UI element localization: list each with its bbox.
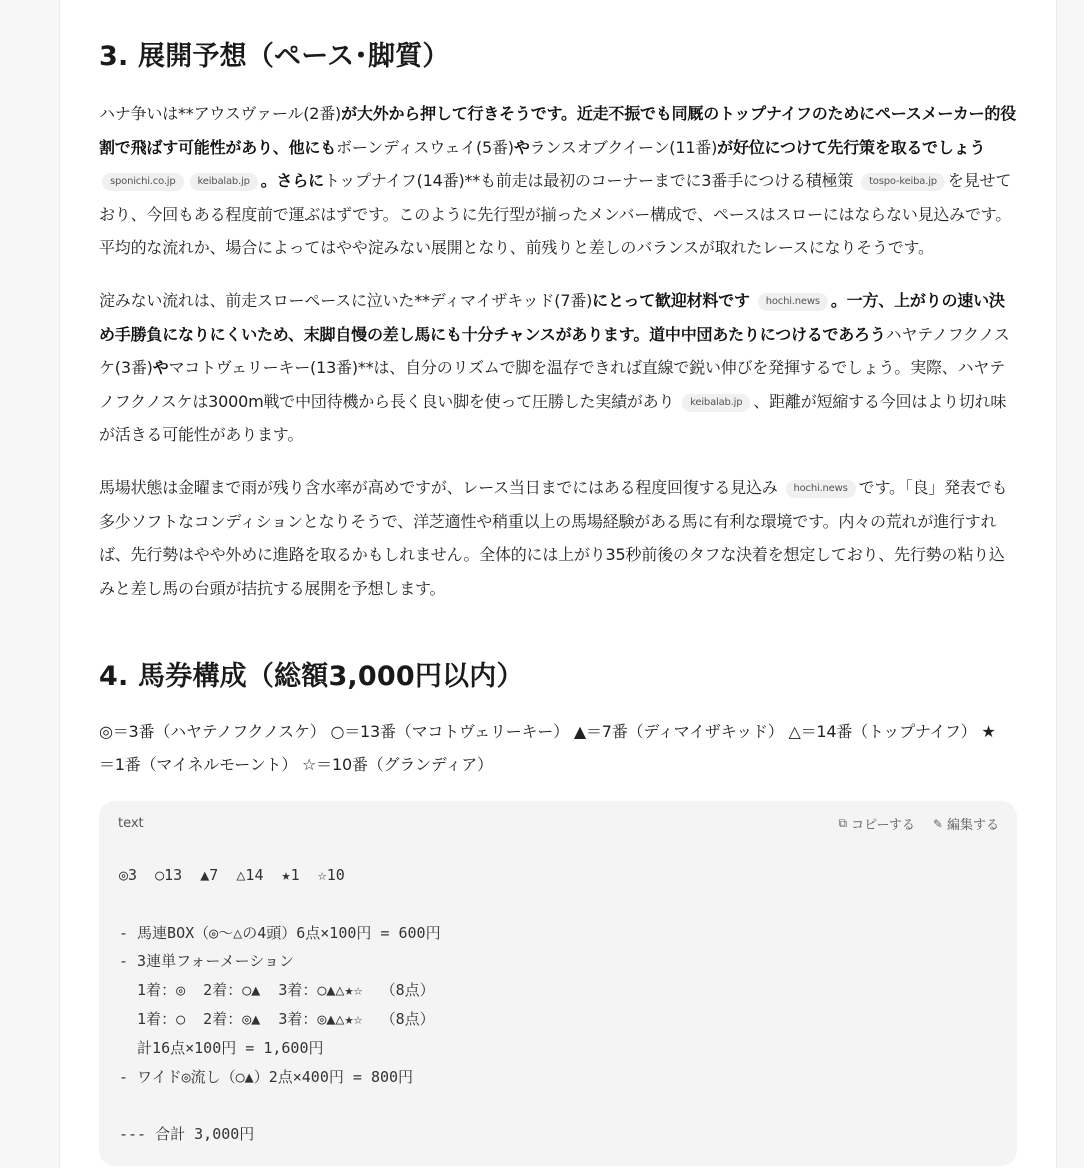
bold-text: にとって歓迎材料です: [592, 291, 750, 310]
source-chip[interactable]: sponichi.co.jp: [102, 173, 184, 191]
paragraph-track: [99, 471, 1019, 605]
text: ランスオブクイーン(11番): [529, 137, 718, 157]
source-chip[interactable]: hochi.news: [786, 480, 856, 498]
code-line: 1着：○ 2着：◎▲ 3着：◎▲△★☆ （8点）: [119, 1009, 435, 1028]
code-actions: [839, 814, 1000, 833]
bold-text: や: [513, 137, 530, 157]
edit-button[interactable]: [933, 814, 999, 833]
bold-text: 。さらに: [260, 171, 324, 190]
text: マコトヴェリーキー(13番)**は、自分のリズムで脚を温存できれば直線で鋭い伸びを発揮するでしょう。実際、ハヤテノフクノスケは3000m戦で中団待機から長く良い脚を使って圧勝した実績があり: [99, 358, 1006, 411]
chat-page: [60, 0, 1056, 1168]
source-chip[interactable]: keibalab.jp: [190, 173, 258, 191]
code-content: [119, 861, 441, 1149]
text: 馬場状態は金曜まで雨が残り含水率が高めですが、レース当日までにはある程度回復する見込み: [99, 478, 778, 497]
bold-text: 。一方、上がりの速い決め手勝負になりにくいため、末脚自慢の差し馬にも十分チャンスがあります。道中中団あたりにつけるであろう: [99, 291, 1005, 344]
text: です。「良」発表でも多少ソフトなコンディションとなりそうで、洋芝適性や稍重以上の馬場経験がある馬に有利な環境です。内々の荒れが進行すれば、先行勢はやや外めに進路を取るかもしれません。全体的には上がり35秒前後のタフな決着を想定しており、先行勢の粘り込みと差し馬の台頭が拮抗する展開を予想します。: [99, 478, 1008, 598]
source-chip[interactable]: keibalab.jp: [682, 394, 750, 412]
text: トップナイフ(14番)**も前走は最初のコーナーまでに3番手につける積極策: [323, 171, 854, 190]
bold-text: が好位につけて先行策を取るでしょう: [717, 137, 986, 157]
source-chip[interactable]: tospo-keiba.jp: [861, 173, 945, 191]
edit-label: 編集する: [946, 818, 999, 833]
code-line: - ワイド◎流し（○▲）2点×400円 = 800円: [119, 1067, 414, 1086]
section-4-title: 4. 馬券構成（総額3,000円以内）: [99, 661, 524, 692]
text: を見せており、今回もある程度前で運ぶはずです。このように先行型が揃ったメンバー構成で、ペースはスローにはならない見込みです。平均的な流れか、場合によってはやや淀みない展開となり、前残りと差しのバランスが取れたレースになりそうです。: [99, 171, 1012, 257]
code-block: [99, 801, 1017, 1166]
text: 、距離が短縮する今回はより切れ味が活きる可能性があります。: [99, 391, 1007, 444]
paragraph-pace: [99, 97, 1019, 265]
code-line: - 馬連BOX（◎～△の4頭）6点×100円 = 600円: [119, 923, 441, 942]
paragraph-flow: [99, 284, 1019, 452]
edit-icon: ✎: [932, 816, 943, 831]
copy-button[interactable]: [839, 814, 915, 833]
text: ハヤテノフクノスケ(3番): [99, 324, 1010, 377]
code-line: - 3連単フォーメーション: [119, 952, 294, 971]
section-3-title: 3. 展開予想（ペース･脚質）: [99, 41, 450, 72]
code-language-label: text: [118, 816, 144, 831]
bold-text: や: [152, 358, 169, 377]
code-line: 計16点×100円 = 1,600円: [119, 1038, 324, 1057]
source-chip[interactable]: hochi.news: [758, 293, 828, 311]
code-line: ◎3 ○13 ▲7 △14 ★1 ☆10: [119, 866, 345, 884]
copy-icon: ⧉: [838, 816, 848, 830]
bold-text: が大外から押して行きそうです。近走不振でも同厩のトップナイフのためにペースメーカー的役割で飛ばす可能性があり、他にも: [99, 104, 1017, 157]
code-line: --- 合計 3,000円: [119, 1125, 255, 1144]
text: ボーンディスウェイ(5番): [336, 137, 514, 157]
code-line: 1着：◎ 2着：○▲ 3着：○▲△★☆ （8点）: [119, 981, 435, 1000]
text: 淀みない流れは、前走スローペースに泣いた**ディマイザキッド(7番): [99, 291, 593, 310]
text: ハナ争いは**アウスヴァール(2番): [99, 104, 342, 123]
prediction-marks: ◎＝3番（ハヤテノフクノスケ） ○＝13番（マコトヴェリーキー） ▲＝7番（ディマイザキッド） △＝14番（トップナイフ） ★＝1番（マイネルモーント） ☆＝10番（グランディア）: [99, 722, 996, 774]
copy-label: コピーする: [851, 818, 915, 833]
